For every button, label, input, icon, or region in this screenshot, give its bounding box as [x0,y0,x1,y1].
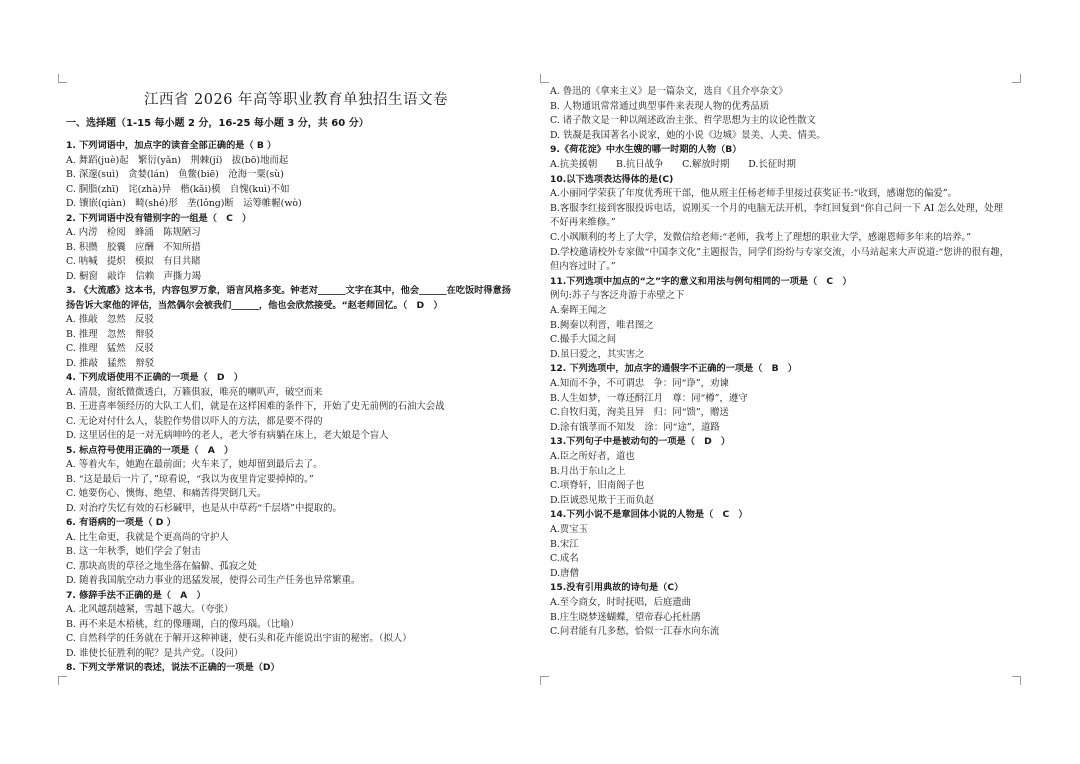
option-line: A.至今商女，时时抚唱，后庭遗曲 [550,597,692,608]
option-line: C. 诸子散文是一种以阐述政治主张、哲学思想为主的议论性散文 [550,115,816,127]
crop-mark-top-right [1012,74,1021,83]
option-line: C. 她要伤心、懊悔、绝望、和痛苦得哭倒几天。 [66,488,267,499]
question-stem: 7. 修辞手法不正确的是（ A ） [66,589,206,601]
option-line: B.人生如梦，一尊还酹江月 尊：同“樽”，遵守 [550,392,748,404]
option-line: D. 镶嵌(qiàn) 畸(shé)形 垄(lǒng)断 运筹帷幄(wò) [66,198,302,209]
option-line: A.知而不争，不可谓忠 争：同“诤”，劝谏 [550,378,729,389]
question-stem: 14.下列小说不是章回体小说的人物是（ C ） [550,509,748,521]
question-stem: 扬告诉大家他的评估，当然偶尔会被我们______，他也会欣然接受。“赵老师回忆。（ D ） [66,299,443,311]
question-stem: 11.下列选项中加点的“之”字的意义和用法与例句相同的一项是（ C ） [550,275,852,287]
question-stem: 5. 标点符号使用正确的一项是（ A ） [66,444,234,456]
option-line: D. 铁凝是我国著名小说家，她的小说《边城》景美、人美、情美。 [550,129,826,141]
option-line: D.虽曰爱之，其实害之 [550,348,645,360]
option-line: B.月出于东山之上 [550,465,626,477]
option-line: B. 推理 忽然 辩驳 [66,328,154,340]
question-stem: 9.《荷花淀》中水生嫂的哪一时期的人物（B） [550,144,742,156]
option-line: D.臣诚恐见欺于王而负赵 [550,494,654,506]
option-line: A.贾宝玉 [550,524,588,535]
question-stem: 13.下列句子中是被动句的一项是（ D ） [550,436,731,448]
option-line: 但内容过时了。” [550,261,616,273]
option-line: 不好再来维修。” [550,217,616,229]
option-line: C. 无论对付什么人，装腔作势借以吓人的方法，都是要不得的 [66,415,323,427]
option-line: B. 这一年秋季，她们学会了射击 [66,546,201,557]
option-line: A.抗美援朝 B.抗日战争 C.解放时期 D.长征时期 [550,159,796,170]
option-line: D. 对治疗失忆有效的石杉碱甲，也是从中草药“千层塔”中提取的。 [66,502,342,514]
option-line: B. 人物通讯常常通过典型事件来表现人物的优秀品质 [550,100,770,112]
option-line: 例句:苏子与客泛舟游于赤壁之下 [550,290,685,302]
option-line: A. 比生命更，我就是个更高尚的守护人 [66,531,229,543]
option-line: A. 北风越刮越紧，雪越下越大。（夸张） [66,604,234,615]
option-line: A. 等着火车，她跑在最前面；火车来了，她却留到最后去了。 [66,459,323,470]
option-line: B.阙秦以利晋，唯君图之 [550,319,654,331]
question-stem: 12. 下列选项中，加点字的通假字不正确的一项是（ B ） [550,363,797,375]
option-line: C.小飒顺利的考上了大学，发微信给老师:“老师，我考上了理想的职业大学，感谢恩师多年来的培养。” [550,232,971,243]
option-line: C.项脊轩，旧南阁子也 [550,480,645,492]
question-stem: 15.没有引用典故的诗句是（C） [550,582,684,594]
option-line: D. 随着我国航空动力事业的迅猛发展，使得公司生产任务也异常繁重。 [66,575,361,586]
option-line: D. 橱窗 敲诈 信赖 声撕力竭 [66,270,202,282]
option-line: C.问君能有几多愁，恰似一江春水向东流 [550,626,720,638]
option-line: B. “这是最后一片了，”琼看说，“我以为夜里肯定要掉掉的。” [66,473,314,485]
crop-mark-top-left [58,74,67,83]
option-line: C. 自然科学的任务就在于解开这种神谜，使石头和花卉能说出宇宙的秘密。（拟人） [66,633,412,644]
option-line: D.涂有饿莩而不知发 涂：同“途”，道路 [550,421,720,433]
option-line: A.臣之所好者，道也 [550,451,635,462]
question-stem: 1. 下列词语中，加点字的读音全部正确的是（ B ） [66,140,277,151]
option-line: C.自牧归荑，洵美且异 归：同“馈”，赠送 [550,407,729,419]
option-line: C. 推理 猛然 反驳 [66,343,154,354]
question-stem: 3. 《大流感》这本书，内容包罗万象，语言风格多变。钟老对______文字在其中，他会______在吃饭时得意扬 [66,285,511,296]
option-line: A. 内涝 检阅 蜂涌 陈规陋习 [66,227,201,238]
option-line: C. 呐喊 提炽 模拟 有目共睹 [66,256,201,267]
option-line: B.宋江 [550,538,579,550]
question-stem: 8. 下列文学常识的表述，说法不正确的一项是（D） [66,662,280,673]
question-stem: 4. 下列成语使用不正确的一项是（ D ） [66,372,243,383]
option-line: D.唐僧 [550,567,579,579]
option-line: A. 清晨，窗纸微微透白，万籁俱寂，唯亮的喇叭声，破空而来 [66,386,323,398]
option-line: A.秦晖王闻之 [550,305,607,316]
question-stem: 2. 下列词语中没有错别字的一组是（ C ） [66,212,252,224]
crop-mark-bottom-left [58,676,67,685]
crop-mark-mid-bottom [540,676,549,685]
option-line: B. 王进喜率领经历的大队工人们，就是在这样困难的条件下，开始了史无前例的石油大会战 [66,401,445,412]
option-line: D. 谁使长征胜利的呢？是共产党。（设问） [66,647,244,659]
crop-mark-bottom-right [1012,676,1021,685]
section-heading: 一、选择题（1-15 每小题 2 分，16-25 每小题 3 分，共 60 分） [66,118,369,129]
option-line: A.小丽同学荣获了年度优秀班干部，他从班主任杨老师手里接过获奖证书:“收到，感谢您的偏爱”。 [550,188,957,200]
option-line: A. 鲁迅的《拿来主义》是一篇杂文，选自《且介亭杂文》 [550,86,788,97]
option-line: B. 再不来是木梧桃，红的像珊瑚，白的像玛瑙。（比喻） [66,618,300,630]
option-line: B. 积攒 胶囊 应酬 不知所措 [66,241,201,253]
option-line: B.客服李红接到客服投诉电话，说刚买一个月的电脑无法开机，李红回复到“你自己问一下 AI 怎么处理，处理 [550,202,1003,214]
option-line: D. 推敲 猛然 辩驳 [66,357,155,369]
option-line: D.学校邀请校外专家做“中国李文化”主题报告，同学们纷纷与专家交流，小马站起来大声说道:“您讲的很有趣， [550,246,1009,258]
option-line: B. 深邃(suì) 贪婪(lán) 鱼鳖(biē) 沧海一粟(sù) [66,169,284,180]
question-stem: 10.以下选项表达得体的是(C) [550,173,674,185]
option-line: C. 胴脂(zhī) 诧(zhà)异 楷(kǎi)模 自愧(kuì)不如 [66,183,290,195]
option-line: C. 那块高贵的草径之地坐落在偏僻、孤寂之处 [66,560,257,572]
question-stem: 6. 有语病的一项是（ D ） [66,517,176,528]
crop-mark-mid-top [540,74,549,83]
option-line: B.庄生晓梦迷蝴蝶，望帝春心托杜鹃 [550,611,701,623]
page-title: 江西省 2026 年高等职业教育单独招生语文卷 [143,92,449,108]
option-line: A. 推敲 忽然 反驳 [66,314,154,325]
option-line: A. 舞蹈(juè)起 繁衍(yǎn) 荆棘(jí) 拔(bō)地而起 [66,154,289,166]
option-line: C.撮手大国之间 [550,334,617,346]
option-line: C.成名 [550,553,579,565]
option-line: D. 这里居住的是一对无病呻吟的老人，老大爷有病躺在床上，老大娘是个盲人 [66,430,389,441]
